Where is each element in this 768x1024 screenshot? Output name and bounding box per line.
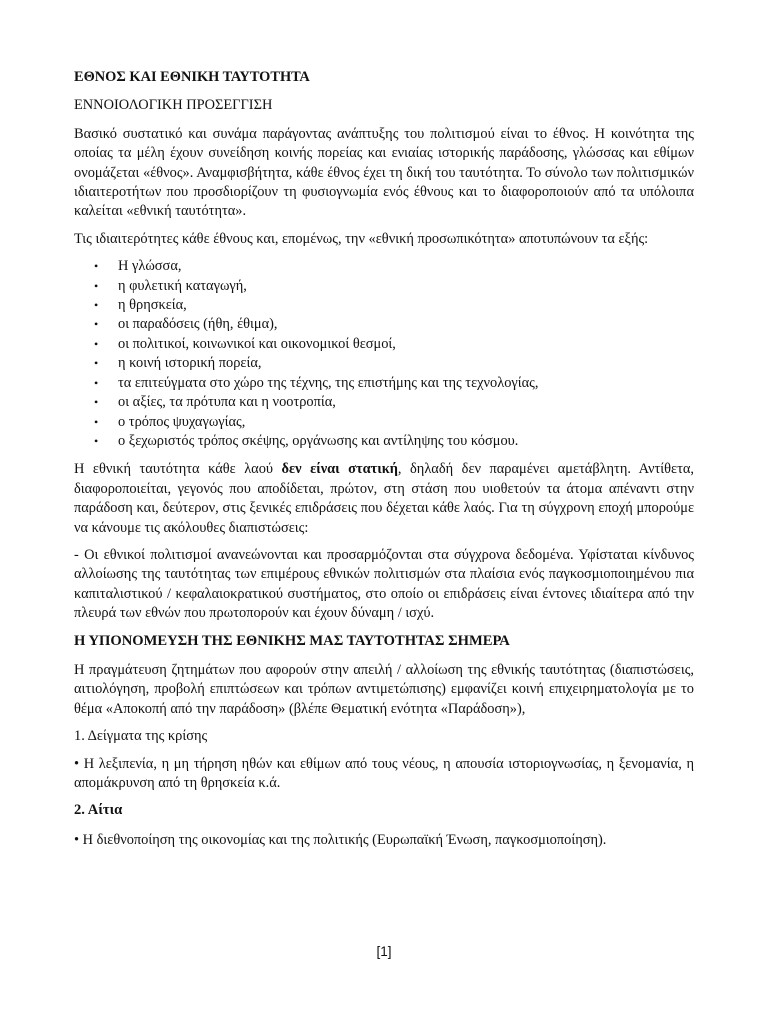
bullet-icon: • — [94, 259, 99, 274]
list-item: • η κοινή ιστορική πορεία, — [74, 354, 694, 373]
page-number: [1] — [376, 944, 392, 959]
list-item: • οι αξίες, τα πρότυπα και η νοοτροπία, — [74, 393, 694, 412]
list-item: • οι παραδόσεις (ήθη, έθιμα), — [74, 315, 694, 334]
list-item: • Η γλώσσα, — [74, 257, 694, 276]
list-item: • η φυλετική καταγωγή, — [74, 277, 694, 296]
bullet-icon: • — [94, 414, 99, 429]
bullet-icon: • — [94, 298, 99, 313]
bullet-icon: • — [94, 375, 99, 390]
document-title: ΕΘΝΟΣ ΚΑΙ ΕΘΝΙΚΗ ΤΑΥΤΟΤΗΤΑ — [74, 69, 310, 85]
list-item: • ο ξεχωριστός τρόπος σκέψης, οργάνωσης και αντίληψης του κόσμου. — [74, 432, 694, 451]
list-item: • οι πολιτικοί, κοινωνικοί και οικονομικοί θεσμοί, — [74, 335, 694, 354]
emphasis-text: δεν είναι στατική — [281, 461, 398, 478]
list-item: • ο τρόπος ψυχαγωγίας, — [74, 413, 694, 432]
bullet-icon: • — [94, 356, 99, 371]
document-subtitle: ΕΝΝΟΙΟΛΟΓΙΚΗ ΠΡΟΣΕΓΓΙΣΗ — [74, 97, 273, 114]
section-heading: Η ΥΠΟΝΟΜΕΥΣΗ ΤΗΣ ΕΘΝΙΚΗΣ ΜΑΣ ΤΑΥΤΟΤΗΤΑΣ ΣΗΜΕΡΑ — [74, 632, 510, 649]
samples-paragraph: • Η λεξιπενία, η μη τήρηση ηθών και εθίμων από τους νέους, η απουσία ιστοριογνωσίας, η ξενομανία, η απομάκρυνση από τη θρησκεία κ.ά. — [74, 755, 694, 791]
subsection-causes-title: 2. Αίτια — [74, 802, 123, 819]
bullet-icon: • — [94, 433, 99, 448]
document-page — [74, 68, 694, 858]
subsection-samples-title: 1. Δείγματα της κρίσης — [74, 728, 208, 745]
bullet-icon: • — [94, 395, 99, 410]
traits-list — [74, 257, 694, 451]
list-item: • η θρησκεία, — [74, 296, 694, 315]
observation-paragraph: - Οι εθνικοί πολιτισμοί ανανεώνονται και προσαρμόζονται στα σύγχρονα δεδομένα. Υφίσταται κίνδυνος αλλοίωσης της ταυτότητας των επιμέρους εθνικών πολιτισμών στα πλαίσια ενός παγκοσμιοποιημένου πια καπιταλιστικού / κεφαλαιοκρατικού συστήματος, στο οποίο οι επιδράσεις είναι έντονες ιδιαίτερα από την πλευρά των εθνών που πρωτοπορούν και έχουν δύναμη / ισχύ. — [74, 546, 694, 622]
traits-intro-paragraph: Τις ιδιαιτερότητες κάθε έθνους και, επομένως, την «εθνική προσωπικότητα» αποτυπώνουν τα εξής: — [74, 230, 649, 247]
identity-change-paragraph: Η εθνική ταυτότητα κάθε λαού δεν είναι στατική, δηλαδή δεν παραμένει αμετάβλητη. Αντίθετα, διαφοροποιείται, γεγονός που αποδίδεται, πρώτον, στη στάση που υιοθετούν τα άτομα απέναντι στην παράδοση και, δεύτερον, στις ξενικές επιδράσεις που δέχεται κάθε λαός. Για τη σύγχρονη εποχή μπορούμε να κάνουμε τις ακόλουθες διαπιστώσεις: — [74, 461, 695, 536]
list-item: • τα επιτεύγματα στο χώρο της τέχνης, της επιστήμης και της τεχνολογίας, — [74, 374, 694, 393]
intro-paragraph: Βασικό συστατικό και συνάμα παράγοντας ανάπτυξης του πολιτισμού είναι το έθνος. Η κοινότητα της οποίας τα μέλη έχουν συνείδηση κοινής πορείας και ενιαίας ιστορικής παράδοσης, γλώσσας και εθίμων ονομάζεται «έθνος». Αναμφισβήτητα, κάθε έθνος έχει τη δική του ταυτότητα. Το σύνολο των πολιτισμικών ιδιαιτεροτήτων που προσδιορίζουν τη φυσιογνωμία ενός έθνους και το διαφοροποιούν από τα υπόλοιπα καλείται «εθνική ταυτότητα». — [74, 125, 694, 220]
bullet-icon: • — [94, 317, 99, 332]
causes-paragraph: • Η διεθνοποίηση της οικονομίας και της πολιτικής (Ευρωπαϊκή Ένωση, παγκοσμιοποίηση). — [74, 831, 607, 848]
bullet-icon: • — [94, 336, 99, 351]
bullet-icon: • — [94, 278, 99, 293]
treatment-paragraph: Η πραγμάτευση ζητημάτων που αφορούν στην απειλή / αλλοίωση της εθνικής ταυτότητας (διαπιστώσεις, αιτιολόγηση, προβολή επιπτώσεων και τρόπων αντιμετώπισης) εμφανίζει κοινή επιχειρηματολογία με το θέμα «Αποκοπή από την παράδοση» (βλέπε Θεματική ενότητα «Παράδοση»), — [74, 661, 694, 717]
